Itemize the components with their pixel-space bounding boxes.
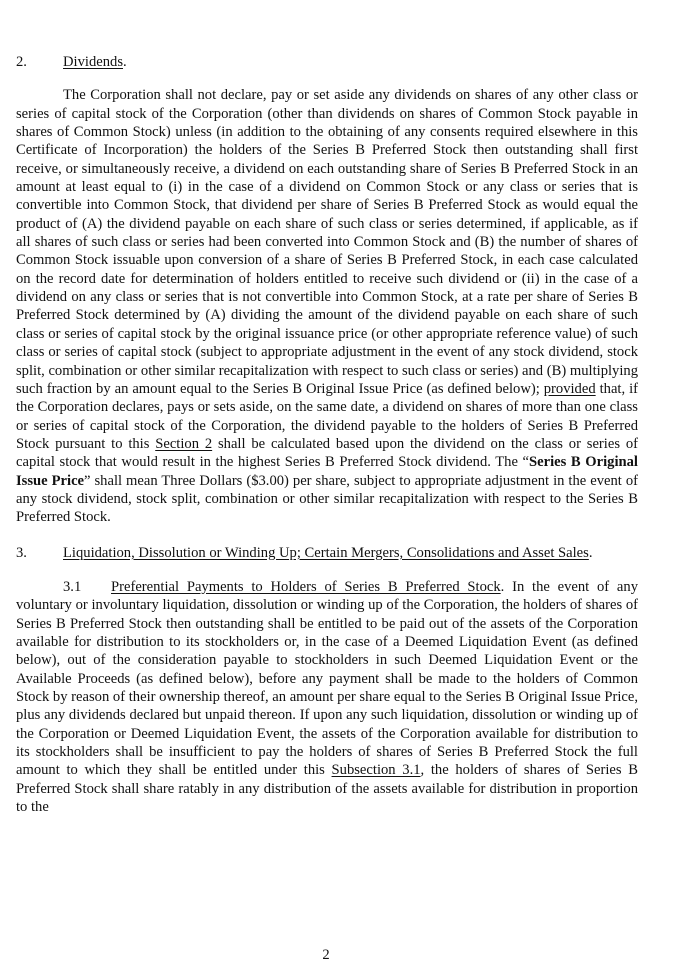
section-title: Liquidation, Dissolution or Winding Up; Certain Mergers, Consolidations and Asset Sales	[63, 544, 589, 561]
section-3-heading	[16, 544, 638, 562]
section-number: 2.	[16, 54, 27, 70]
subsection-title-punct: .	[500, 578, 505, 595]
subsection-3-1-body	[16, 578, 638, 816]
defined-term: Series B Original Issue Price	[16, 454, 638, 489]
section-title-punct: .	[123, 54, 127, 70]
provided-term: provided	[543, 380, 596, 397]
subsection-title: Preferential Payments to Holders of Series B Preferred Stock	[111, 578, 501, 595]
body-text: shall be calculated based upon the dividend on the class or series of capital stock that would result in the highest Series B Preferred Stock dividend. The “	[16, 435, 638, 471]
section-reference: Section 2	[155, 435, 213, 452]
body-text: , the holders of shares of Series B Preferred Stock shall share ratably in any distribution of the assets available for distribution in proportion to the	[16, 762, 638, 816]
subsection-number: 3.1	[63, 578, 82, 595]
section-title-punct: .	[588, 544, 593, 561]
section-2-heading	[16, 53, 638, 71]
body-text: The Corporation shall not declare, pay or set aside any dividends on shares of any other class or series of capital stock of the Corporation (other than dividends on shares of Common Stock payable in shares of Common Stock) unless (in addition to the obtaining of any consents required elsewhere in this Certificate of Incorporation) the holders of the Series B Preferred Stock then outstanding shall first receive, or simultaneously receive, a dividend on each outstanding share of Series B Preferred Stock in an amount at least equal to (i) in the case of a dividend on Common Stock or any class or series that is convertible into Common Stock, that dividend per share of Series B Preferred Stock as would equal the product of (A) the dividend payable on each share of such class or series determined, if applicable, as if all shares of such class or series had been converted into Common Stock and (B) the number of shares of Common Stock issuable upon conversion of a share of Series B Preferred Stock, in each case calculated on the record date for determination of holders entitled to receive such dividend or (ii) in the case of a dividend on any class or series that is not convertible into Common Stock, at a rate per share of Series B Preferred Stock determined by (A) dividing the amount of the dividend payable on each share of such class or series of capital stock by the original issuance price (or other appropriate reference value) of such class or series of capital stock (subject to appropriate adjustment in the event of any stock dividend, stock split, combination or other similar recapitalization with respect to such class or series) and (B) multiplying such fraction by an amount equal to the Series B Original Issue Price (as defined below);	[16, 87, 638, 397]
section-number: 3.	[16, 544, 27, 561]
body-text: ” shall mean Three Dollars ($3.00) per share, subject to appropriate adjustment in the event of any stock dividend, stock split, combination or other similar recapitalization with respect to the Series B Preferred Stock.	[16, 472, 638, 526]
subsection-reference: Subsection 3.1	[331, 762, 421, 779]
body-text: In the event of any voluntary or involuntary liquidation, dissolution or winding up of the Corporation, the holders of shares of Series B Preferred Stock then outstanding shall be entitled to be paid out of the assets of the Corporation available for distribution to its stockholders or, in the case of a Deemed Liquidation Event (as defined below), out of the consideration payable to stockholders in such Deemed Liquidation Event or the Available Proceeds (as defined below), before any payment shall be made to the holders of Common Stock by reason of their ownership thereof, an amount per share equal to the Series B Original Issue Price, plus any dividends declared but unpaid thereon. If upon any such liquidation, dissolution or winding up of the Corporation or Deemed Liquidation Event, the assets of the Corporation available for distribution to its stockholders shall be insufficient to pay the holders of shares of Series B Preferred Stock the full amount to which they shall be entitled under this	[16, 578, 638, 779]
page-number: 2	[322, 947, 330, 963]
body-text: that, if the Corporation declares, pays or sets aside, on the same date, a dividend on shares of more than one class or series of capital stock of the Corporation, the dividend payable to the holders of Series B Preferred Stock pursuant to this	[16, 380, 639, 452]
section-title: Dividends	[63, 54, 123, 70]
section-2-body	[16, 86, 638, 526]
document-page	[16, 53, 638, 816]
